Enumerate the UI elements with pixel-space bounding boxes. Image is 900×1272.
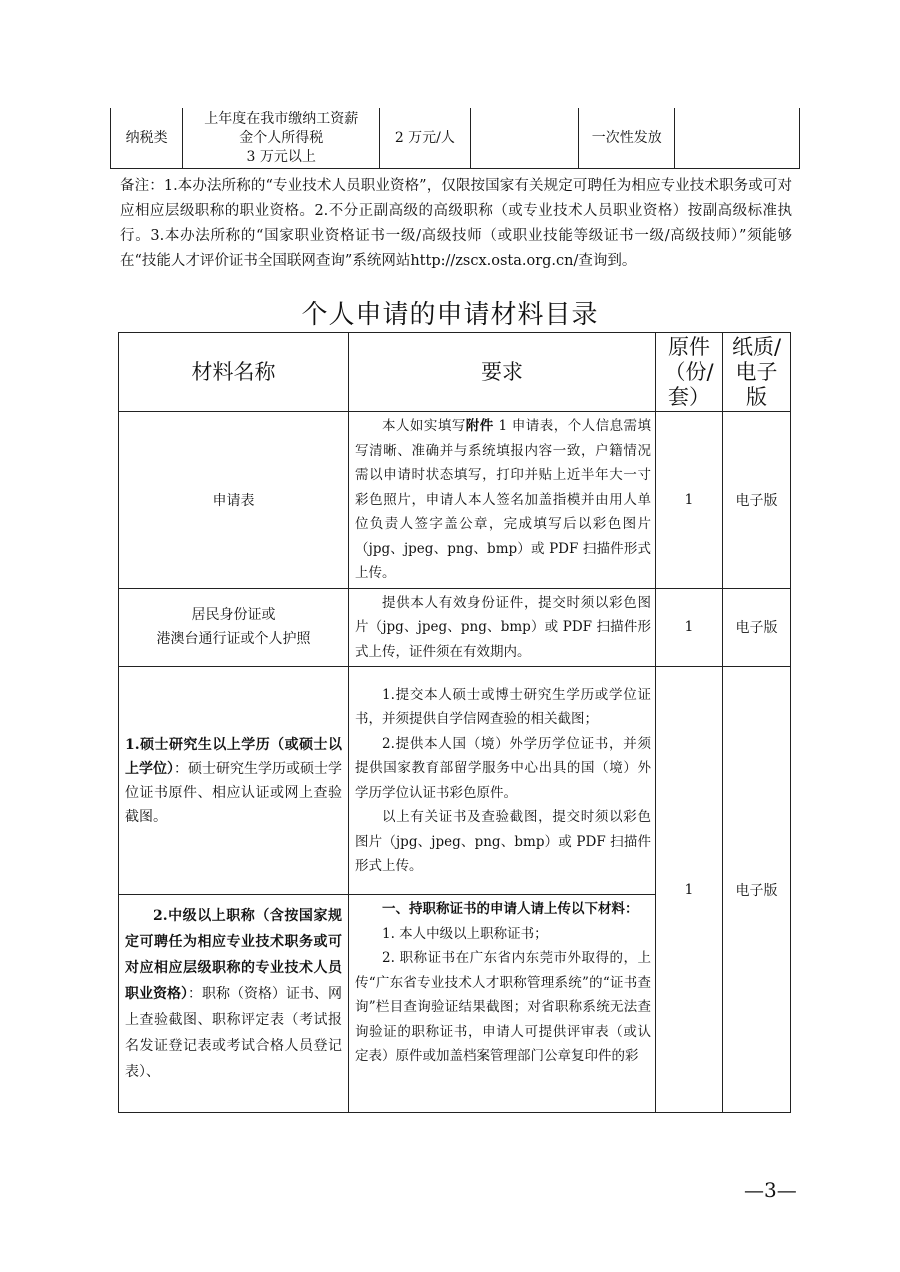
header-name: 材料名称	[119, 333, 349, 412]
row-count: 1	[656, 412, 723, 589]
header-requirement: 要求	[349, 333, 656, 412]
row-name-text: ：职称（资格）证书、网上查验截图、职称评定表（考试报名发证登记表或考试合格人员登记表）、	[125, 986, 342, 1080]
table-row	[119, 588, 791, 667]
req-paragraph: 2. 职称证书在广东省内东莞市外取得的，上传“广东省专业技术人才职称管理系统”的“证书查询”栏目查询验证结果截图；对省职称系统无法查询验证的职称证书，申请人可提供评审表（或认定表）原件或加盖档案管理部门公章复印件的彩	[355, 950, 651, 1064]
row-medium: 电子版	[723, 412, 791, 589]
notes: 备注：1.本办法所称的“专业技术人员职业资格”，仅限按国家有关规定可聘任为相应专业技术职务或可对应相应层级职称的职业资格。2.不分正副高级的高级职称（或专业技术人员职业资格）按副高级标准执行。3.本办法所称的“国家职业资格证书一级/高级技师（或职业技能等级证书一级/高级技师）”须能够在“技能人才评价证书全国联网查询”系统网站http://zscx.osta.org.cn/查询到。	[120, 178, 792, 269]
header-medium: 纸质/电子版	[723, 333, 791, 412]
table-row	[111, 108, 800, 169]
req-text: 本人如实填写	[382, 418, 466, 434]
row-name-line: 居民身份证或	[191, 607, 276, 624]
row-name-text: ：硕士研究生学历或硕士学位证书原件、相应认证或网上查验截图。	[125, 760, 342, 825]
tax-amount: 2 万元/人	[380, 108, 470, 169]
req-paragraph: 1.提交本人硕士或博士研究生学历或学位证书，并须提供自学信网查验的相关截图；	[355, 686, 651, 727]
table-row	[119, 412, 791, 589]
row-medium: 电子版	[723, 667, 791, 1113]
row-requirement	[349, 895, 656, 1113]
tax-table	[110, 108, 800, 169]
header-original: 原件（份/套）	[656, 333, 723, 412]
table-header-row	[119, 333, 791, 412]
tax-condition-line: 上年度在我市缴纳工资薪	[204, 110, 359, 127]
req-paragraph: 以上有关证书及查验截图，提交时须以彩色图片（jpg、jpeg、png、bmp）或 PDF 扫描件形式上传。	[355, 809, 651, 874]
row-name-bold: 2.中级以上职称（含按国家规定可聘任为相应专业技术职务或可对应相应层级职称的专业技术人员职业资格）	[125, 908, 342, 1002]
materials-table	[118, 332, 791, 1113]
row-requirement	[349, 588, 656, 667]
tax-payment: 一次性发放	[579, 108, 675, 169]
row-count: 1	[656, 588, 723, 667]
page-number: —3—	[744, 1178, 797, 1202]
req-paragraph: 1. 本人中级以上职称证书；	[382, 925, 548, 942]
table-row	[119, 667, 791, 895]
row-name-line: 港澳台通行证或个人护照	[156, 631, 311, 648]
row-name	[119, 895, 349, 1113]
row-name	[119, 667, 349, 895]
row-name	[119, 588, 349, 667]
req-bold-text: 一、持职称证书的申请人请上传以下材料：	[382, 901, 639, 917]
tax-condition	[183, 108, 380, 169]
row-name-bold: 1.硕士研究生以上学历（或硕士以上学位）	[125, 736, 342, 777]
row-count: 1	[656, 667, 723, 1113]
row-medium: 电子版	[723, 588, 791, 667]
row-name: 申请表	[119, 412, 349, 589]
req-text: 1 申请表，个人信息需填写清晰、准确并与系统填报内容一致，户籍情况需以申请时状态填写，打印并贴上近半年大一寸彩色照片，申请人本人签名加盖指模并由用人单位负责人签字盖公章，完成填写后以彩色图片（jpg、jpeg、png、bmp）或 PDF 扫描件形式上传。	[355, 418, 652, 581]
req-text: 提供本人有效身份证件，提交时须以彩色图片（jpg、jpeg、png、bmp）或 PDF 扫描件形式上传，证件须在有效期内。	[355, 594, 651, 660]
req-paragraph: 2.提供本人国（境）外学历学位证书，并须提供国家教育部留学服务中心出具的国（境）外学历学位认证书彩色原件。	[355, 735, 651, 801]
row-requirement	[349, 667, 656, 895]
tax-empty-cell-2	[675, 108, 800, 169]
row-requirement	[349, 412, 656, 589]
req-heading	[355, 897, 651, 922]
tax-category: 纳税类	[111, 108, 183, 169]
row-name-wrap	[125, 903, 342, 1085]
req-bold-text: 附件	[465, 418, 494, 434]
tax-condition-line: 3 万元以上	[246, 148, 316, 165]
tax-empty-cell	[470, 108, 578, 169]
tax-condition-line: 金个人所得税	[239, 129, 324, 146]
section-title: 个人申请的申请材料目录	[301, 300, 599, 330]
